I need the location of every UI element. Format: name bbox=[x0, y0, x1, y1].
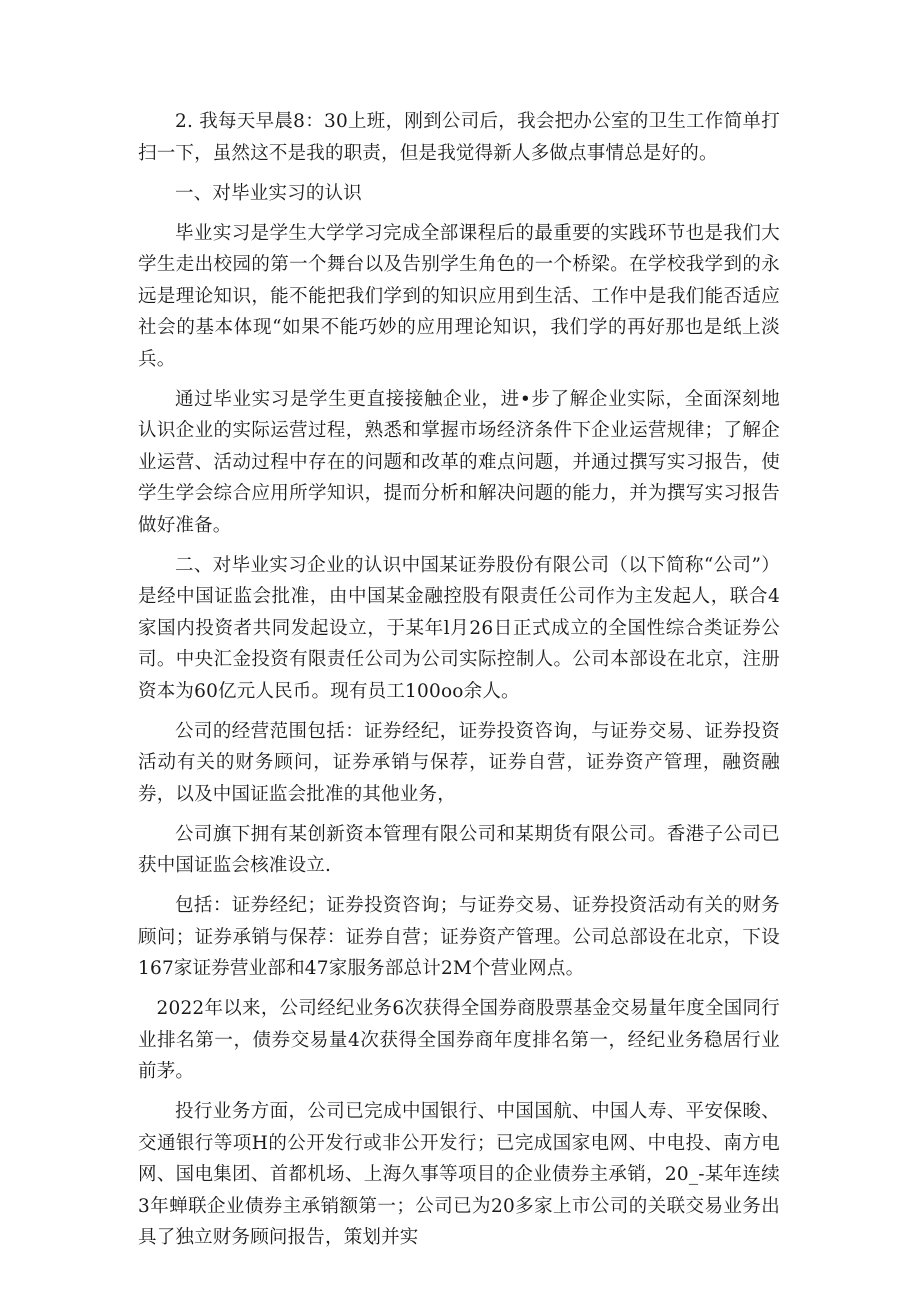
document-page bbox=[138, 106, 780, 1254]
paragraph-business-scope: 公司的经营范围包括：证券经纪，证券投资咨询，与证券交易、证券投资活动有关的财务顾问，证券承销与保荐，证券自营，证券资产管理，融资融券，以及中国证监会批准的其他业务， bbox=[138, 720, 780, 805]
paragraph-company-overview: 二、对毕业实习企业的认识中国某证券股份有限公司（以下简称“公司”）是经中国证监会批准，由中国某金融控股有限责任公司作为主发起人，联合4家国内投资者共同发起设立，于某年l月26日正式成立的全国性综合类证券公司。中央汇金投资有限责任公司为公司实际控制人。公司本部设在北京，注册资本为60亿元人民币。现有员工100oo余人。 bbox=[138, 554, 780, 702]
paragraph-services-network: 包括：证券经纪；证券投资咨询；与证券交易、证券投资活动有关的财务顾问；证券承销与保荐：证券自营；证券资产管理。公司总部设在北京，下设167家证券营业部和47家服务部总计2M个营业网点。 bbox=[138, 895, 780, 979]
paragraph-rankings: 2022年以来，公司经纪业务6次获得全国券商股票基金交易量年度全国同行业排名第一，债券交易量4次获得全国券商年度排名第一，经纪业务稳居行业前茅。 bbox=[138, 998, 780, 1082]
paragraph-subsidiaries: 公司旗下拥有某创新资本管理有限公司和某期货有限公司。香港子公司已获中国证监会核准设立. bbox=[138, 823, 780, 876]
section-heading-internship-understanding: 一、对毕业实习的认识 bbox=[175, 182, 363, 204]
paragraph-investment-banking: 投行业务方面，公司已完成中国银行、中国国航、中国人寿、平安保晙、交通银行等项H的公开发行或非公开发行；已完成国家电网、中电投、南方电网、国电集团、首都机场、上海久事等项目的企业债券主承销，20_-某年连续3年蝉联企业债券主承销额第一；公司已为20多家上市公司的关联交易业务出具了独立财务顾问报告，策划并实 bbox=[138, 1101, 780, 1248]
paragraph-work-schedule: 2. 我每天早晨8：30上班，刚到公司后，我会把办公室的卫生工作简单打扫一下，虽然这不是我的职责，但是我觉得新人多做点事情总是好的。 bbox=[138, 111, 780, 164]
paragraph-internship-definition: 毕业实习是学生大学学习完成全部课程后的最重要的实践环节也是我们大学生走出校园的第一个舞台以及告别学生角色的一个桥梁。在学校我学到的永远是理论知识，能不能把我们学到的知识应用到生活、工作中是我们能否适应社会的基本体现“如果不能巧妙的应用理论知识，我们学的再好那也是纸上淡兵。 bbox=[138, 222, 780, 370]
paragraph-internship-purpose: 通过毕业实习是学生更直接接触企业，进•步了解企业实际，全面深刻地认识企业的实际运营过程，熟悉和掌握市场经济条件下企业运营规律；了解企业运营、活动过程中存在的问题和改革的难点问题，并通过撰写实习报告，使学生学会综合应用所学知识，提而分析和解决问题的能力，并为撰写实习报告做好准备。 bbox=[138, 388, 780, 536]
